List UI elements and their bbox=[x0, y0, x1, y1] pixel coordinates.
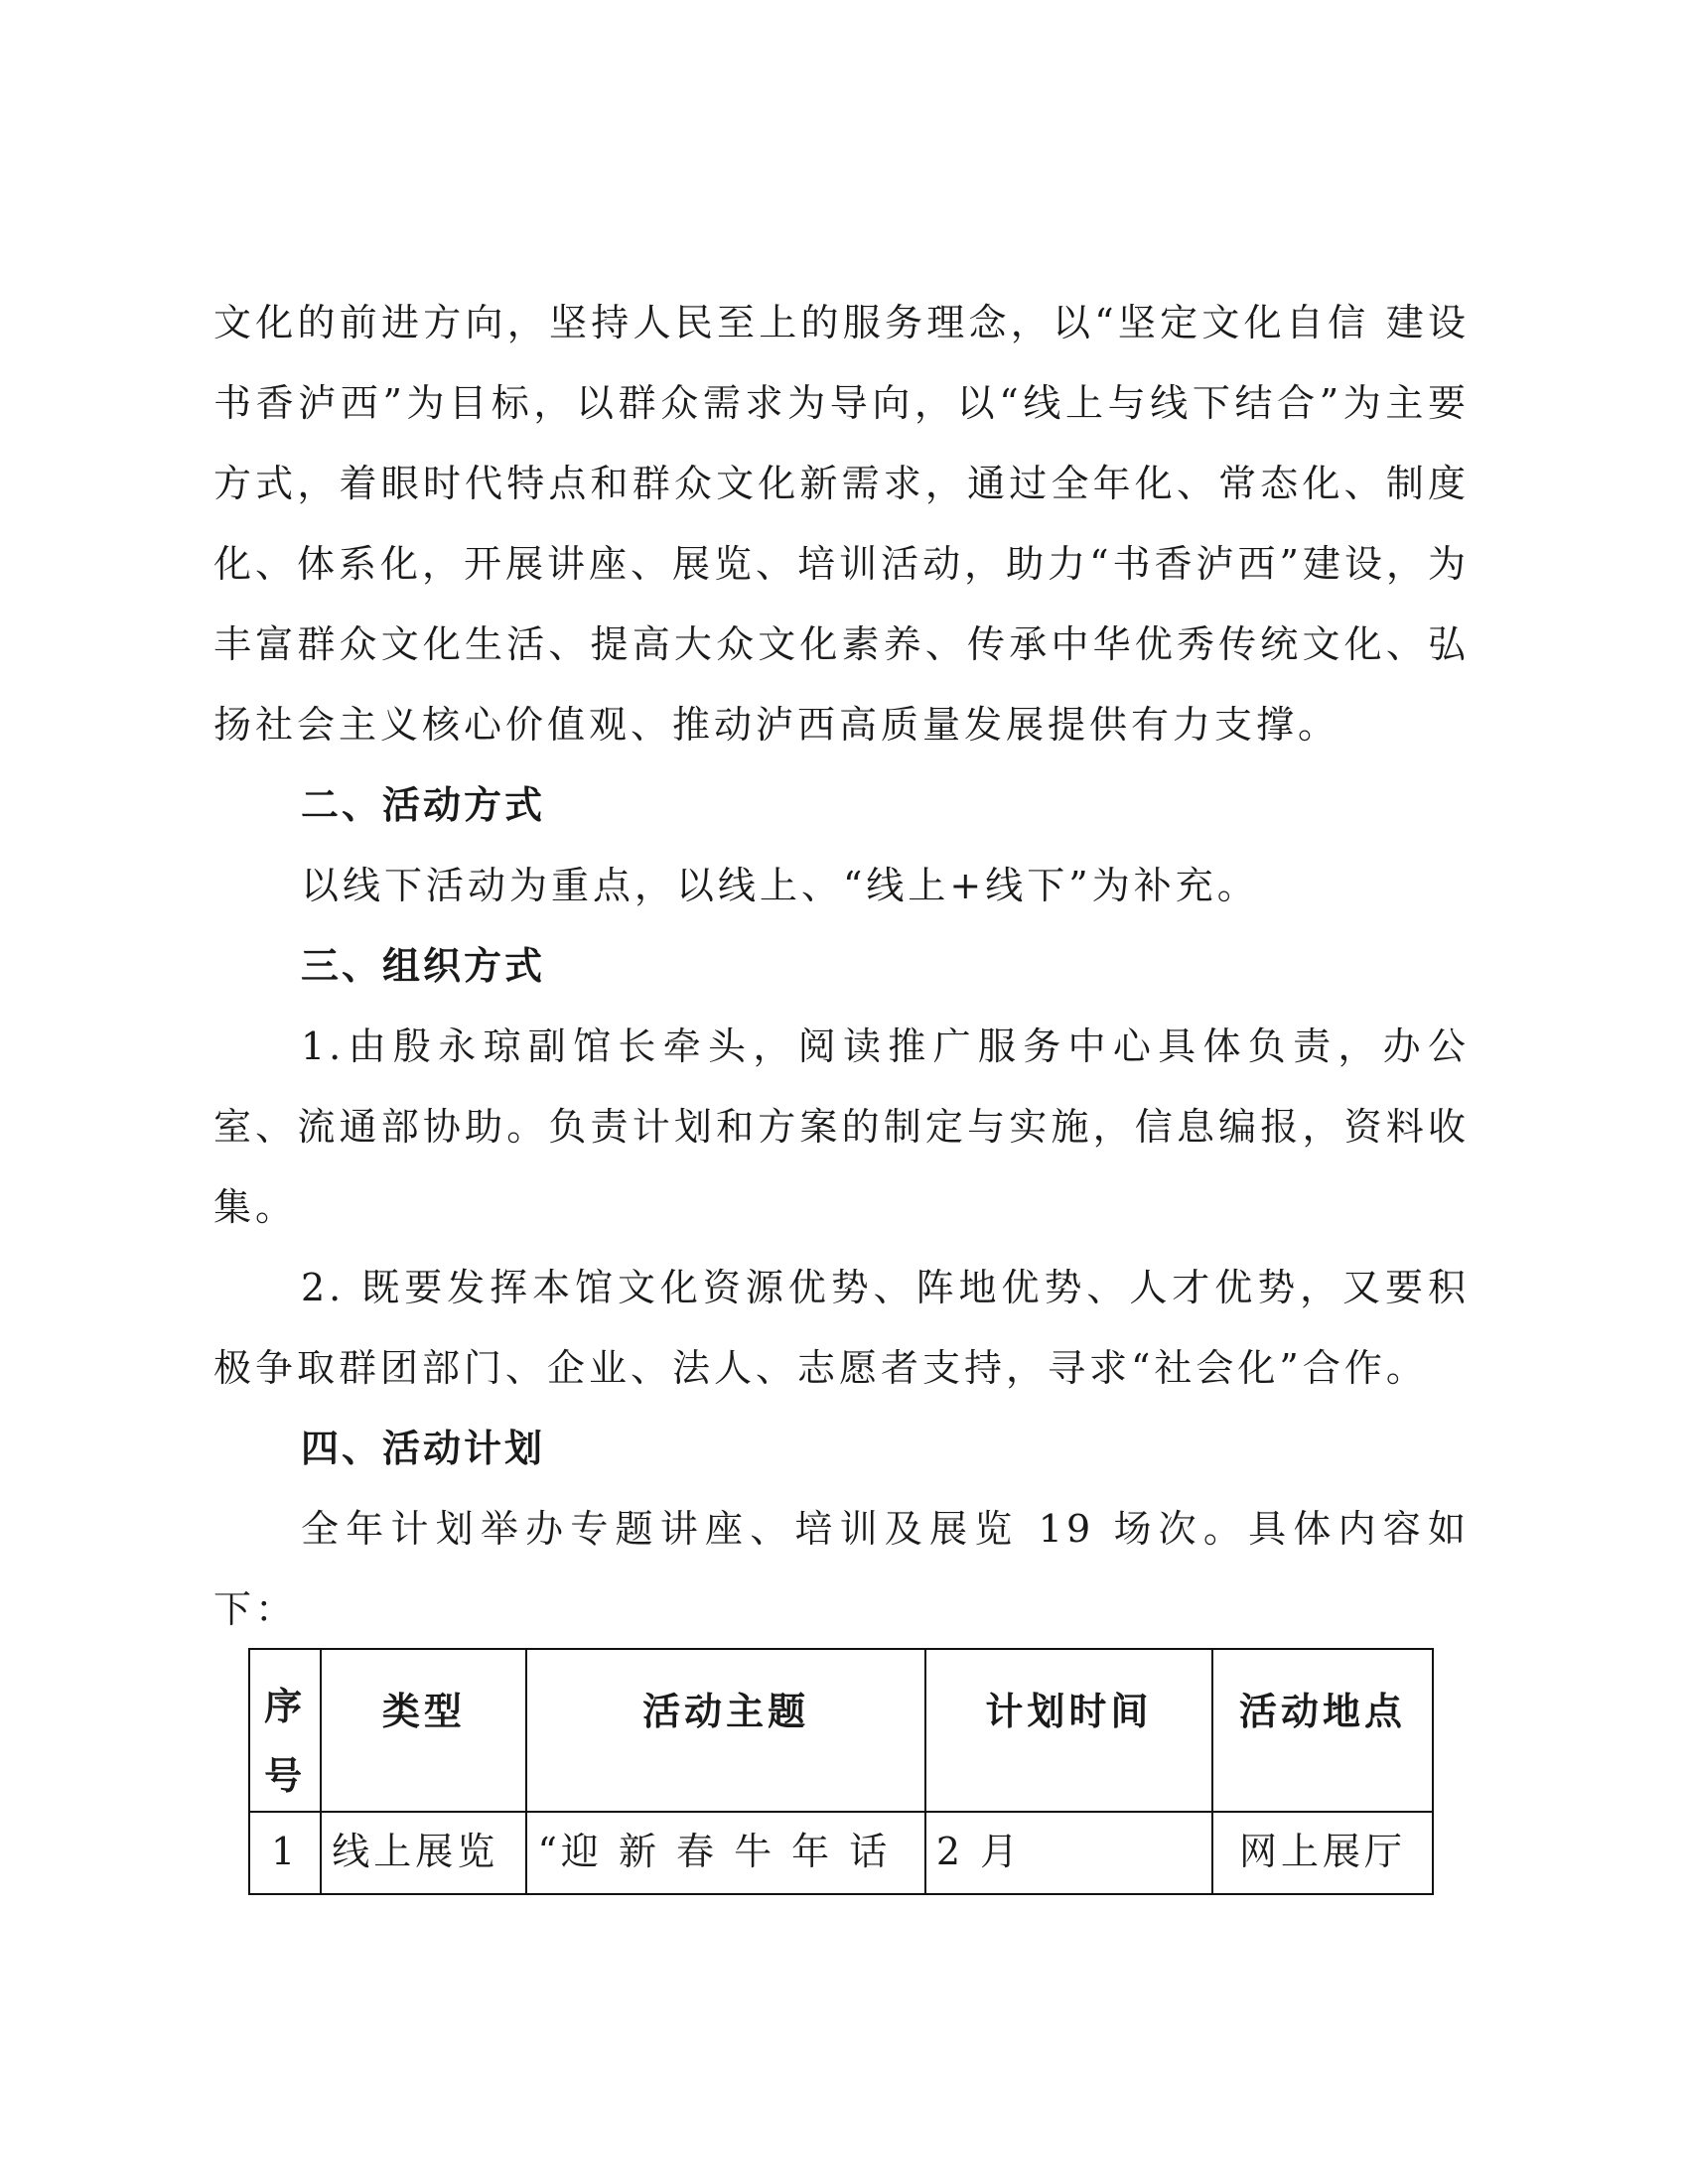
header-theme: 活动主题 bbox=[526, 1649, 924, 1812]
cell-seq: 1 bbox=[249, 1812, 321, 1894]
document-body bbox=[213, 283, 1470, 1650]
cell-theme: “迎 新 春 牛 年 话 bbox=[526, 1812, 924, 1894]
table-header bbox=[249, 1649, 1433, 1812]
intro-paragraph: 文化的前进方向，坚持人民至上的服务理念，以“坚定文化自信 建设书香泸西”为目标，以群众需求为导向，以“线上与线下结合”为主要方式，着眼时代特点和群众文化新需求，通过全年化、常态化、制度化、体系化，开展讲座、展览、培训活动，助力“书香泸西”建设，为丰富群众文化生活、提高大众文化素养、传承中华优秀传统文化、弘扬社会主义核心价值观、推动泸西高质量发展提供有力支撑。 bbox=[213, 301, 1470, 747]
cell-time: 2 月 bbox=[925, 1812, 1212, 1894]
organization-paragraph-1: 1.由殷永琼副馆长牵头，阅读推广服务中心具体负责，办公室、流通部协助。负责计划和方案的制定与实施，信息编报，资料收集。 bbox=[213, 1024, 1470, 1229]
header-time: 计划时间 bbox=[925, 1649, 1212, 1812]
table-row bbox=[249, 1812, 1433, 1894]
section-heading-activity-mode: 二、活动方式 bbox=[301, 783, 546, 827]
cell-place: 网上展厅 bbox=[1212, 1812, 1433, 1894]
header-place: 活动地点 bbox=[1212, 1649, 1433, 1812]
activity-plan-paragraph: 全年计划举办专题讲座、培训及展览 19 场次。具体内容如下： bbox=[213, 1507, 1470, 1631]
organization-paragraph-2: 2. 既要发挥本馆文化资源优势、阵地优势、人才优势，又要积极争取群团部门、企业、法人、志愿者支持，寻求“社会化”合作。 bbox=[213, 1266, 1470, 1390]
activity-mode-paragraph: 以线下活动为重点，以线上、“线上+线下”为补充。 bbox=[301, 864, 1259, 907]
table-header-row bbox=[249, 1649, 1433, 1812]
cell-type: 线上展览 bbox=[321, 1812, 526, 1894]
activity-plan-table bbox=[248, 1648, 1434, 1895]
header-type: 类型 bbox=[321, 1649, 526, 1812]
table-body bbox=[249, 1812, 1433, 1894]
section-heading-activity-plan: 四、活动计划 bbox=[301, 1427, 546, 1470]
section-heading-organization: 三、组织方式 bbox=[301, 944, 546, 988]
header-seq: 序号 bbox=[249, 1649, 321, 1812]
